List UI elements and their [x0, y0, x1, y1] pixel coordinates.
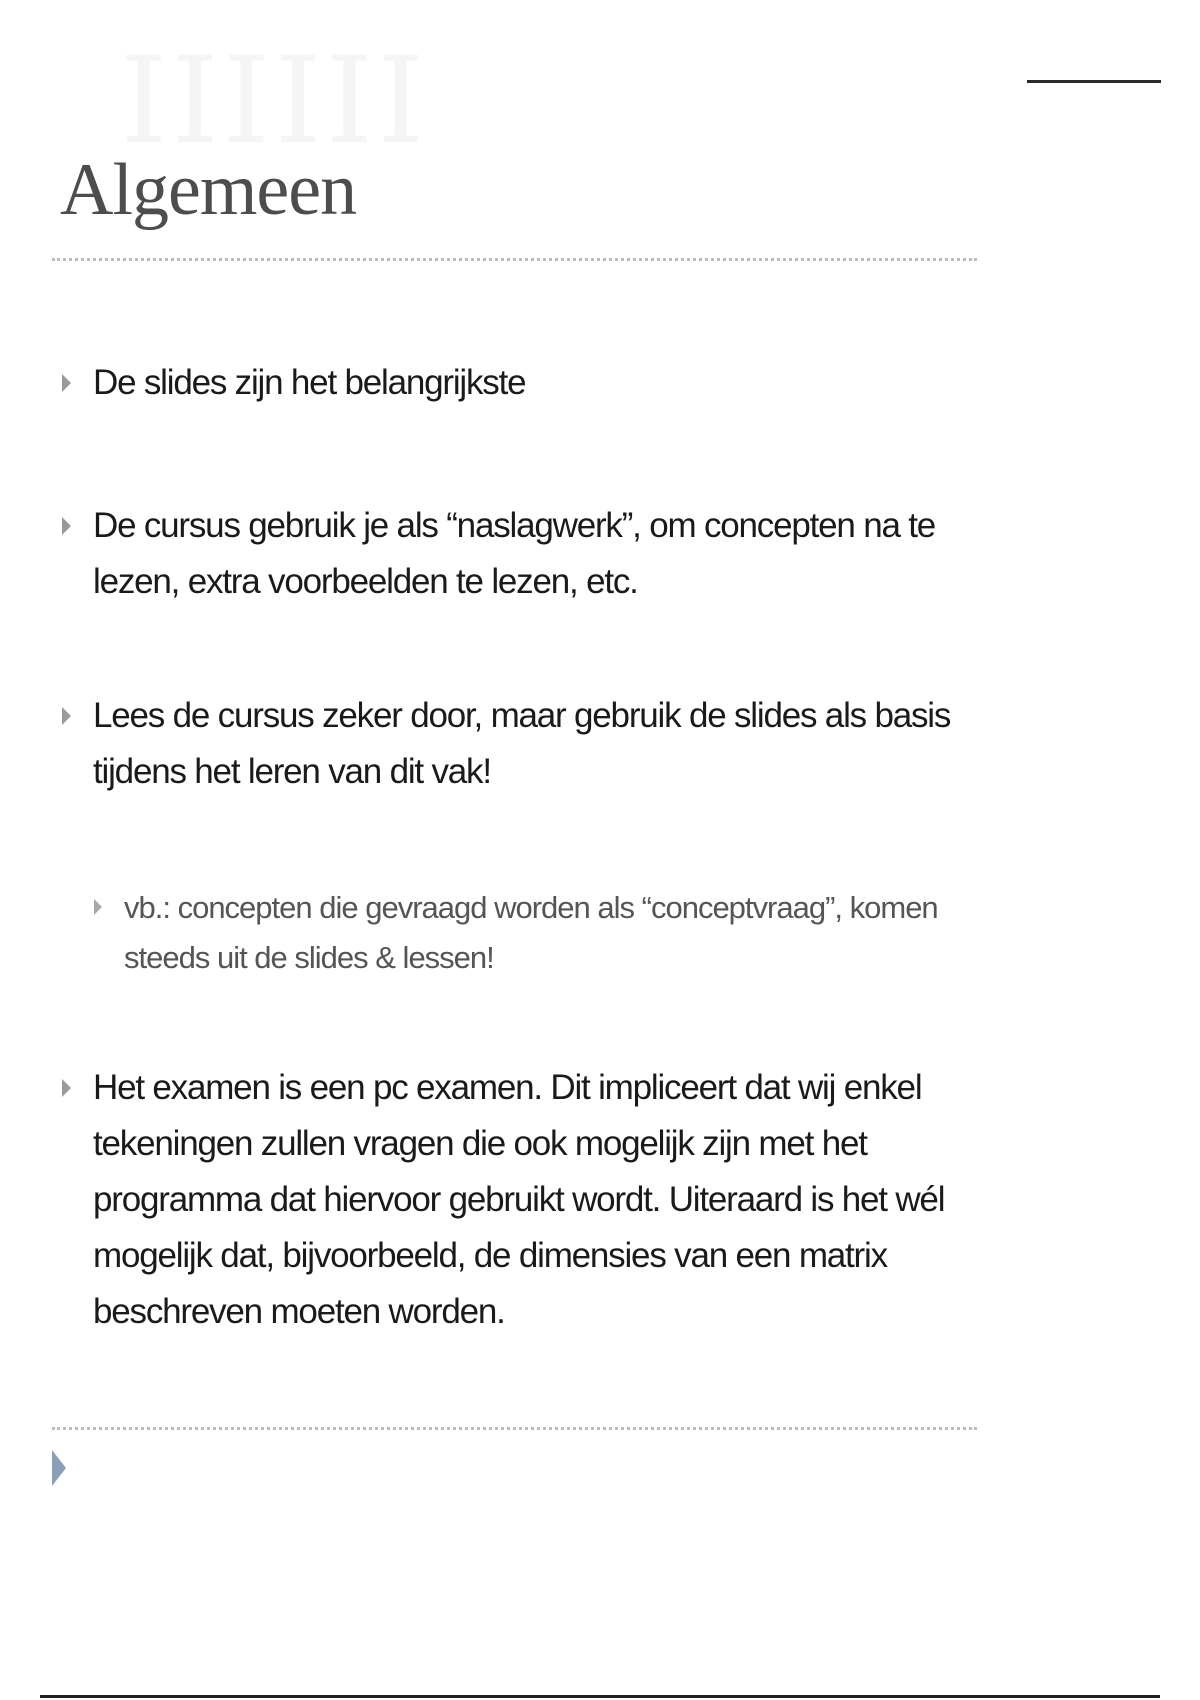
triangle-right-icon [62, 1079, 71, 1097]
bullet-item [62, 355, 982, 411]
footer-divider [52, 1427, 977, 1430]
slide-title: Algemeen [60, 149, 357, 231]
bullet-text: De cursus gebruik je als “naslagwerk”, om concepten na te lezen, extra voorbeelden te lezen, etc. [93, 506, 936, 601]
bullet-item [62, 498, 982, 610]
triangle-right-icon [62, 374, 71, 392]
triangle-right-icon [94, 899, 102, 915]
bullet-text: De slides zijn het belangrijkste [93, 363, 526, 402]
triangle-right-icon [62, 707, 71, 725]
bullet-item [62, 688, 982, 800]
bullet-text: Het examen is een pc examen. Dit impliceert dat wij enkel tekeningen zullen vragen die ook mogelijk zijn met het programma dat hiervoor gebruikt wordt. Uiteraard is het wél mogelijk dat, bijvoorbeeld, de dimensies van een matrix beschreven moeten worden. [93, 1068, 945, 1331]
sub-bullet-item [94, 883, 954, 983]
triangle-right-icon [52, 1450, 66, 1486]
bullet-text: Lees de cursus zeker door, maar gebruik de slides als basis tijdens het leren van dit vak! [93, 696, 951, 791]
sub-bullet-text: vb.: concepten die gevraagd worden als “conceptvraag”, komen steeds uit de slides & lessen! [124, 890, 938, 975]
top-right-rule [1027, 80, 1161, 83]
page-bottom-rule [40, 1695, 1160, 1698]
triangle-right-icon [62, 517, 71, 535]
bullet-item [62, 1060, 982, 1340]
title-divider [52, 258, 977, 261]
